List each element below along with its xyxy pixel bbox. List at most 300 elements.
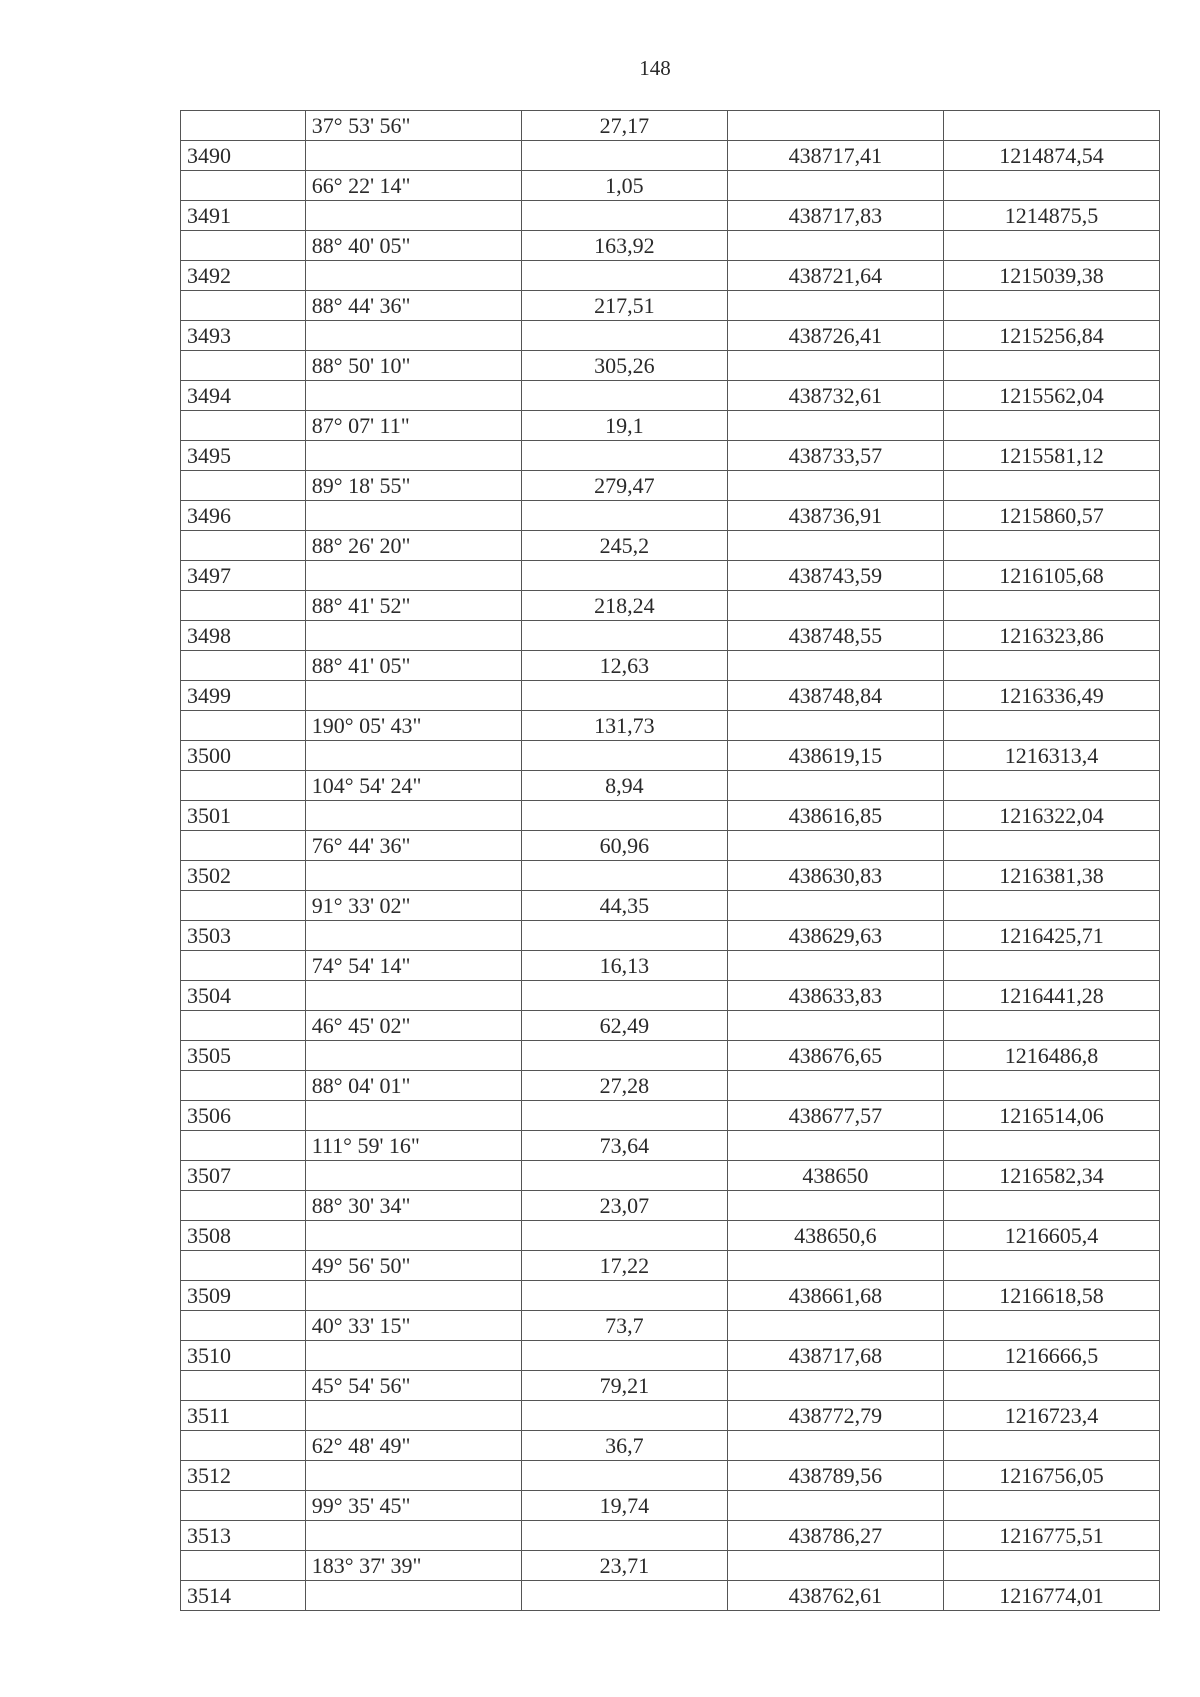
- segment-row: [181, 1431, 1160, 1461]
- segment-row: [181, 711, 1160, 741]
- point-id-cell: [181, 291, 306, 321]
- distance-cell: [521, 1281, 727, 1311]
- angle-cell: 190° 05' 43": [305, 711, 521, 741]
- distance-cell: 27,28: [521, 1071, 727, 1101]
- segment-row: [181, 411, 1160, 441]
- distance-cell: 19,74: [521, 1491, 727, 1521]
- x-coordinate-cell: [727, 771, 943, 801]
- y-coordinate-cell: 1214875,5: [943, 201, 1159, 231]
- angle-cell: [305, 1041, 521, 1071]
- distance-cell: 73,64: [521, 1131, 727, 1161]
- angle-cell: 49° 56' 50": [305, 1251, 521, 1281]
- point-id-cell: 3508: [181, 1221, 306, 1251]
- point-id-cell: [181, 111, 306, 141]
- y-coordinate-cell: [943, 291, 1159, 321]
- x-coordinate-cell: 438733,57: [727, 441, 943, 471]
- x-coordinate-cell: [727, 291, 943, 321]
- point-id-cell: [181, 771, 306, 801]
- angle-cell: 76° 44' 36": [305, 831, 521, 861]
- segment-row: [181, 891, 1160, 921]
- x-coordinate-cell: 438619,15: [727, 741, 943, 771]
- x-coordinate-cell: 438717,41: [727, 141, 943, 171]
- distance-cell: [521, 681, 727, 711]
- y-coordinate-cell: 1216723,4: [943, 1401, 1159, 1431]
- x-coordinate-cell: [727, 1011, 943, 1041]
- x-coordinate-cell: 438721,64: [727, 261, 943, 291]
- segment-row: [181, 1191, 1160, 1221]
- x-coordinate-cell: [727, 1071, 943, 1101]
- point-row: [181, 321, 1160, 351]
- x-coordinate-cell: [727, 1311, 943, 1341]
- distance-cell: [521, 1581, 727, 1611]
- point-id-cell: [181, 471, 306, 501]
- segment-row: [181, 651, 1160, 681]
- distance-cell: 44,35: [521, 891, 727, 921]
- x-coordinate-cell: [727, 1131, 943, 1161]
- distance-cell: [521, 261, 727, 291]
- segment-row: [181, 1011, 1160, 1041]
- y-coordinate-cell: 1216105,68: [943, 561, 1159, 591]
- angle-cell: [305, 1581, 521, 1611]
- segment-row: [181, 1371, 1160, 1401]
- y-coordinate-cell: [943, 831, 1159, 861]
- y-coordinate-cell: [943, 771, 1159, 801]
- point-id-cell: 3514: [181, 1581, 306, 1611]
- point-row: [181, 861, 1160, 891]
- distance-cell: 163,92: [521, 231, 727, 261]
- point-id-cell: 3492: [181, 261, 306, 291]
- angle-cell: 88° 41' 52": [305, 591, 521, 621]
- point-id-cell: 3497: [181, 561, 306, 591]
- angle-cell: [305, 261, 521, 291]
- y-coordinate-cell: [943, 951, 1159, 981]
- angle-cell: 104° 54' 24": [305, 771, 521, 801]
- angle-cell: [305, 981, 521, 1011]
- y-coordinate-cell: [943, 891, 1159, 921]
- x-coordinate-cell: [727, 651, 943, 681]
- point-row: [181, 1281, 1160, 1311]
- x-coordinate-cell: 438677,57: [727, 1101, 943, 1131]
- point-id-cell: [181, 1311, 306, 1341]
- segment-row: [181, 771, 1160, 801]
- point-id-cell: [181, 951, 306, 981]
- point-row: [181, 741, 1160, 771]
- segment-row: [181, 1311, 1160, 1341]
- point-id-cell: 3501: [181, 801, 306, 831]
- distance-cell: 19,1: [521, 411, 727, 441]
- segment-row: [181, 951, 1160, 981]
- y-coordinate-cell: 1216441,28: [943, 981, 1159, 1011]
- segment-row: [181, 1251, 1160, 1281]
- angle-cell: [305, 1221, 521, 1251]
- x-coordinate-cell: [727, 1251, 943, 1281]
- distance-cell: 17,22: [521, 1251, 727, 1281]
- angle-cell: 88° 41' 05": [305, 651, 521, 681]
- distance-cell: [521, 801, 727, 831]
- point-id-cell: 3503: [181, 921, 306, 951]
- angle-cell: [305, 141, 521, 171]
- distance-cell: [521, 981, 727, 1011]
- y-coordinate-cell: [943, 1071, 1159, 1101]
- point-id-cell: [181, 231, 306, 261]
- y-coordinate-cell: [943, 1311, 1159, 1341]
- x-coordinate-cell: [727, 351, 943, 381]
- angle-cell: 46° 45' 02": [305, 1011, 521, 1041]
- angle-cell: 40° 33' 15": [305, 1311, 521, 1341]
- coordinates-table: [180, 110, 1160, 1611]
- x-coordinate-cell: [727, 171, 943, 201]
- point-row: [181, 1461, 1160, 1491]
- point-id-cell: 3491: [181, 201, 306, 231]
- x-coordinate-cell: [727, 471, 943, 501]
- point-row: [181, 801, 1160, 831]
- y-coordinate-cell: 1216775,51: [943, 1521, 1159, 1551]
- point-row: [181, 141, 1160, 171]
- distance-cell: [521, 501, 727, 531]
- x-coordinate-cell: [727, 1191, 943, 1221]
- point-row: [181, 1101, 1160, 1131]
- point-id-cell: [181, 711, 306, 741]
- point-id-cell: 3505: [181, 1041, 306, 1071]
- distance-cell: [521, 1521, 727, 1551]
- distance-cell: [521, 1101, 727, 1131]
- point-row: [181, 561, 1160, 591]
- y-coordinate-cell: [943, 1491, 1159, 1521]
- y-coordinate-cell: 1215562,04: [943, 381, 1159, 411]
- segment-row: [181, 1131, 1160, 1161]
- distance-cell: 60,96: [521, 831, 727, 861]
- x-coordinate-cell: [727, 531, 943, 561]
- angle-cell: [305, 741, 521, 771]
- angle-cell: 62° 48' 49": [305, 1431, 521, 1461]
- y-coordinate-cell: [943, 351, 1159, 381]
- y-coordinate-cell: 1216313,4: [943, 741, 1159, 771]
- y-coordinate-cell: [943, 651, 1159, 681]
- angle-cell: [305, 441, 521, 471]
- distance-cell: [521, 1221, 727, 1251]
- x-coordinate-cell: 438732,61: [727, 381, 943, 411]
- y-coordinate-cell: [943, 111, 1159, 141]
- y-coordinate-cell: [943, 591, 1159, 621]
- x-coordinate-cell: [727, 111, 943, 141]
- x-coordinate-cell: 438789,56: [727, 1461, 943, 1491]
- angle-cell: 45° 54' 56": [305, 1371, 521, 1401]
- point-id-cell: 3512: [181, 1461, 306, 1491]
- segment-row: [181, 231, 1160, 261]
- angle-cell: [305, 861, 521, 891]
- distance-cell: 36,7: [521, 1431, 727, 1461]
- point-row: [181, 981, 1160, 1011]
- y-coordinate-cell: 1216605,4: [943, 1221, 1159, 1251]
- x-coordinate-cell: [727, 831, 943, 861]
- point-id-cell: 3494: [181, 381, 306, 411]
- x-coordinate-cell: 438717,68: [727, 1341, 943, 1371]
- point-id-cell: 3509: [181, 1281, 306, 1311]
- angle-cell: 88° 44' 36": [305, 291, 521, 321]
- point-id-cell: 3493: [181, 321, 306, 351]
- angle-cell: 91° 33' 02": [305, 891, 521, 921]
- angle-cell: [305, 1461, 521, 1491]
- point-id-cell: [181, 1011, 306, 1041]
- distance-cell: 131,73: [521, 711, 727, 741]
- distance-cell: [521, 621, 727, 651]
- y-coordinate-cell: [943, 171, 1159, 201]
- y-coordinate-cell: 1215581,12: [943, 441, 1159, 471]
- segment-row: [181, 1071, 1160, 1101]
- point-id-cell: 3498: [181, 621, 306, 651]
- point-id-cell: [181, 1251, 306, 1281]
- distance-cell: [521, 201, 727, 231]
- point-id-cell: [181, 891, 306, 921]
- x-coordinate-cell: [727, 231, 943, 261]
- y-coordinate-cell: [943, 231, 1159, 261]
- angle-cell: 88° 40' 05": [305, 231, 521, 261]
- angle-cell: 111° 59' 16": [305, 1131, 521, 1161]
- y-coordinate-cell: 1216486,8: [943, 1041, 1159, 1071]
- distance-cell: 305,26: [521, 351, 727, 381]
- point-row: [181, 261, 1160, 291]
- y-coordinate-cell: 1214874,54: [943, 141, 1159, 171]
- x-coordinate-cell: [727, 711, 943, 741]
- angle-cell: [305, 801, 521, 831]
- angle-cell: [305, 921, 521, 951]
- distance-cell: [521, 1041, 727, 1071]
- distance-cell: [521, 321, 727, 351]
- y-coordinate-cell: 1216336,49: [943, 681, 1159, 711]
- segment-row: [181, 1551, 1160, 1581]
- distance-cell: [521, 1161, 727, 1191]
- distance-cell: [521, 861, 727, 891]
- point-id-cell: 3513: [181, 1521, 306, 1551]
- y-coordinate-cell: 1215256,84: [943, 321, 1159, 351]
- distance-cell: 73,7: [521, 1311, 727, 1341]
- y-coordinate-cell: [943, 1131, 1159, 1161]
- y-coordinate-cell: 1215039,38: [943, 261, 1159, 291]
- angle-cell: [305, 1101, 521, 1131]
- point-id-cell: [181, 1431, 306, 1461]
- distance-cell: [521, 1341, 727, 1371]
- y-coordinate-cell: 1215860,57: [943, 501, 1159, 531]
- point-row: [181, 1041, 1160, 1071]
- y-coordinate-cell: 1216618,58: [943, 1281, 1159, 1311]
- y-coordinate-cell: [943, 1371, 1159, 1401]
- distance-cell: [521, 561, 727, 591]
- distance-cell: 62,49: [521, 1011, 727, 1041]
- distance-cell: 23,71: [521, 1551, 727, 1581]
- angle-cell: 37° 53' 56": [305, 111, 521, 141]
- distance-cell: 23,07: [521, 1191, 727, 1221]
- x-coordinate-cell: 438676,65: [727, 1041, 943, 1071]
- point-row: [181, 1161, 1160, 1191]
- x-coordinate-cell: 438650,6: [727, 1221, 943, 1251]
- point-id-cell: [181, 1551, 306, 1581]
- angle-cell: 88° 26' 20": [305, 531, 521, 561]
- coordinates-table-body: [181, 111, 1160, 1611]
- angle-cell: 74° 54' 14": [305, 951, 521, 981]
- point-id-cell: 3490: [181, 141, 306, 171]
- x-coordinate-cell: 438726,41: [727, 321, 943, 351]
- distance-cell: [521, 1461, 727, 1491]
- point-row: [181, 681, 1160, 711]
- x-coordinate-cell: 438661,68: [727, 1281, 943, 1311]
- y-coordinate-cell: [943, 1431, 1159, 1461]
- segment-row: [181, 291, 1160, 321]
- y-coordinate-cell: 1216425,71: [943, 921, 1159, 951]
- distance-cell: 1,05: [521, 171, 727, 201]
- x-coordinate-cell: 438743,59: [727, 561, 943, 591]
- angle-cell: 87° 07' 11": [305, 411, 521, 441]
- angle-cell: [305, 1521, 521, 1551]
- y-coordinate-cell: 1216381,38: [943, 861, 1159, 891]
- point-id-cell: [181, 351, 306, 381]
- x-coordinate-cell: [727, 591, 943, 621]
- y-coordinate-cell: [943, 1251, 1159, 1281]
- point-id-cell: 3499: [181, 681, 306, 711]
- distance-cell: [521, 921, 727, 951]
- x-coordinate-cell: 438748,84: [727, 681, 943, 711]
- point-id-cell: 3510: [181, 1341, 306, 1371]
- distance-cell: 16,13: [521, 951, 727, 981]
- y-coordinate-cell: [943, 1551, 1159, 1581]
- point-id-cell: 3495: [181, 441, 306, 471]
- y-coordinate-cell: 1216514,06: [943, 1101, 1159, 1131]
- distance-cell: 79,21: [521, 1371, 727, 1401]
- angle-cell: 99° 35' 45": [305, 1491, 521, 1521]
- point-row: [181, 1401, 1160, 1431]
- x-coordinate-cell: 438650: [727, 1161, 943, 1191]
- angle-cell: [305, 201, 521, 231]
- point-id-cell: 3504: [181, 981, 306, 1011]
- distance-cell: 217,51: [521, 291, 727, 321]
- y-coordinate-cell: 1216322,04: [943, 801, 1159, 831]
- distance-cell: 12,63: [521, 651, 727, 681]
- angle-cell: 66° 22' 14": [305, 171, 521, 201]
- angle-cell: 88° 50' 10": [305, 351, 521, 381]
- distance-cell: [521, 441, 727, 471]
- point-row: [181, 1341, 1160, 1371]
- point-row: [181, 1221, 1160, 1251]
- segment-row: [181, 591, 1160, 621]
- distance-cell: [521, 141, 727, 171]
- point-id-cell: [181, 831, 306, 861]
- x-coordinate-cell: 438748,55: [727, 621, 943, 651]
- segment-row: [181, 171, 1160, 201]
- point-id-cell: [181, 171, 306, 201]
- point-id-cell: [181, 1491, 306, 1521]
- distance-cell: 8,94: [521, 771, 727, 801]
- point-id-cell: 3496: [181, 501, 306, 531]
- angle-cell: [305, 1341, 521, 1371]
- point-id-cell: [181, 531, 306, 561]
- angle-cell: 89° 18' 55": [305, 471, 521, 501]
- y-coordinate-cell: [943, 1191, 1159, 1221]
- angle-cell: [305, 501, 521, 531]
- x-coordinate-cell: [727, 411, 943, 441]
- point-row: [181, 441, 1160, 471]
- x-coordinate-cell: 438762,61: [727, 1581, 943, 1611]
- x-coordinate-cell: 438630,83: [727, 861, 943, 891]
- point-id-cell: 3506: [181, 1101, 306, 1131]
- y-coordinate-cell: [943, 471, 1159, 501]
- distance-cell: 245,2: [521, 531, 727, 561]
- point-row: [181, 1521, 1160, 1551]
- x-coordinate-cell: 438629,63: [727, 921, 943, 951]
- angle-cell: [305, 621, 521, 651]
- angle-cell: [305, 381, 521, 411]
- angle-cell: [305, 561, 521, 591]
- point-id-cell: [181, 411, 306, 441]
- point-row: [181, 501, 1160, 531]
- y-coordinate-cell: 1216582,34: [943, 1161, 1159, 1191]
- angle-cell: 183° 37' 39": [305, 1551, 521, 1581]
- x-coordinate-cell: [727, 1371, 943, 1401]
- y-coordinate-cell: [943, 1011, 1159, 1041]
- x-coordinate-cell: [727, 1431, 943, 1461]
- point-id-cell: [181, 1371, 306, 1401]
- x-coordinate-cell: 438736,91: [727, 501, 943, 531]
- distance-cell: 27,17: [521, 111, 727, 141]
- angle-cell: [305, 1281, 521, 1311]
- segment-row: [181, 831, 1160, 861]
- angle-cell: [305, 681, 521, 711]
- distance-cell: [521, 381, 727, 411]
- distance-cell: [521, 1401, 727, 1431]
- distance-cell: 279,47: [521, 471, 727, 501]
- y-coordinate-cell: [943, 531, 1159, 561]
- x-coordinate-cell: 438786,27: [727, 1521, 943, 1551]
- y-coordinate-cell: 1216666,5: [943, 1341, 1159, 1371]
- x-coordinate-cell: 438717,83: [727, 201, 943, 231]
- angle-cell: [305, 1161, 521, 1191]
- point-id-cell: 3511: [181, 1401, 306, 1431]
- x-coordinate-cell: [727, 1491, 943, 1521]
- angle-cell: 88° 30' 34": [305, 1191, 521, 1221]
- point-row: [181, 1581, 1160, 1611]
- y-coordinate-cell: 1216323,86: [943, 621, 1159, 651]
- x-coordinate-cell: 438633,83: [727, 981, 943, 1011]
- point-row: [181, 201, 1160, 231]
- point-id-cell: 3507: [181, 1161, 306, 1191]
- distance-cell: [521, 741, 727, 771]
- x-coordinate-cell: [727, 951, 943, 981]
- y-coordinate-cell: [943, 711, 1159, 741]
- point-id-cell: [181, 591, 306, 621]
- segment-row: [181, 471, 1160, 501]
- segment-row: [181, 1491, 1160, 1521]
- point-row: [181, 921, 1160, 951]
- x-coordinate-cell: 438772,79: [727, 1401, 943, 1431]
- point-id-cell: [181, 1131, 306, 1161]
- y-coordinate-cell: 1216756,05: [943, 1461, 1159, 1491]
- point-id-cell: 3500: [181, 741, 306, 771]
- angle-cell: [305, 1401, 521, 1431]
- point-id-cell: [181, 1191, 306, 1221]
- distance-cell: 218,24: [521, 591, 727, 621]
- point-row: [181, 621, 1160, 651]
- x-coordinate-cell: 438616,85: [727, 801, 943, 831]
- point-row: [181, 381, 1160, 411]
- x-coordinate-cell: [727, 891, 943, 921]
- segment-row: [181, 111, 1160, 141]
- point-id-cell: 3502: [181, 861, 306, 891]
- page-number: 148: [639, 56, 671, 80]
- point-id-cell: [181, 1071, 306, 1101]
- segment-row: [181, 351, 1160, 381]
- point-id-cell: [181, 651, 306, 681]
- y-coordinate-cell: 1216774,01: [943, 1581, 1159, 1611]
- y-coordinate-cell: [943, 411, 1159, 441]
- x-coordinate-cell: [727, 1551, 943, 1581]
